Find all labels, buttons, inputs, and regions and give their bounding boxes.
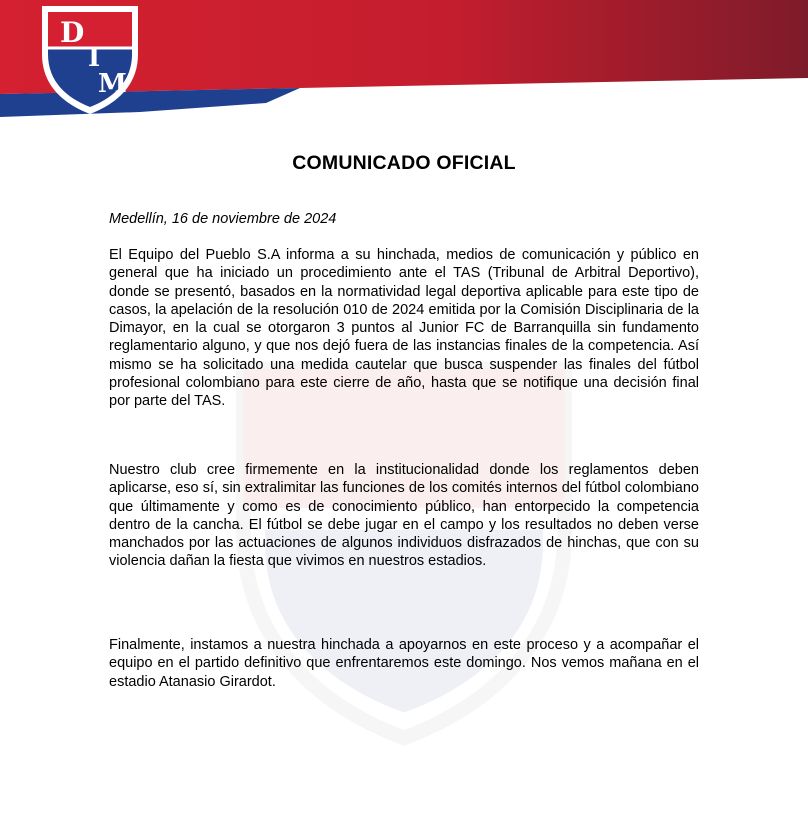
- body-paragraph-1: El Equipo del Pueblo S.A informa a su hinchada, medios de comunicación y público en general que ha iniciado un procedimiento ante el TAS (Tribunal de Arbitral Deportivo), donde se presentó, basados en la normatividad legal deportiva aplicable para este tipo de casos, la apelación de la resolución 010 de 2024 emitida por la Comisión Disciplinaria de la Dimayor, en la cual se otorgaron 3 puntos al Junior FC de Barranquilla sin fundamento reglamentario alguno, y que nos dejó fuera de las instancias finales de la competencia. Así mismo se ha solicitado una medida cautelar que busca suspender las finales del fútbol profesional colombiano para este cierre de año, hasta que se notifique una decisión final por parte del TAS.: [109, 247, 699, 410]
- crest-letter-d: D: [60, 16, 85, 49]
- body-paragraph-3: Finalmente, instamos a nuestra hinchada a apoyarnos en este proceso y a acompañar el equipo en el partido definitivo que enfrentaremos este domingo. Nos vemos mañana en el estadio Atanasio Girardot.: [109, 637, 699, 690]
- body-paragraph-2: Nuestro club cree firmemente en la institucionalidad donde los reglamentos deben aplicarse, eso sí, sin extralimitar las funciones de los comités internos del fútbol colombiano que últimamente y como es de conocimiento público, han entorpecido la competencia dentro de la cancha. El fútbol se debe jugar en el campo y los resultados no deben verse manchados por las actuaciones de algunos individuos disfrazados de hinchas, que con su violencia dañan la fiesta que vivimos en nuestros estadios.: [109, 462, 699, 570]
- crest-letter-i: I: [88, 43, 101, 73]
- document-date: Medellín, 16 de noviembre de 2024: [109, 211, 337, 227]
- page-title: COMUNICADO OFICIAL: [292, 152, 516, 174]
- club-crest-logo: [38, 2, 142, 116]
- crest-letter-m: M: [98, 69, 127, 99]
